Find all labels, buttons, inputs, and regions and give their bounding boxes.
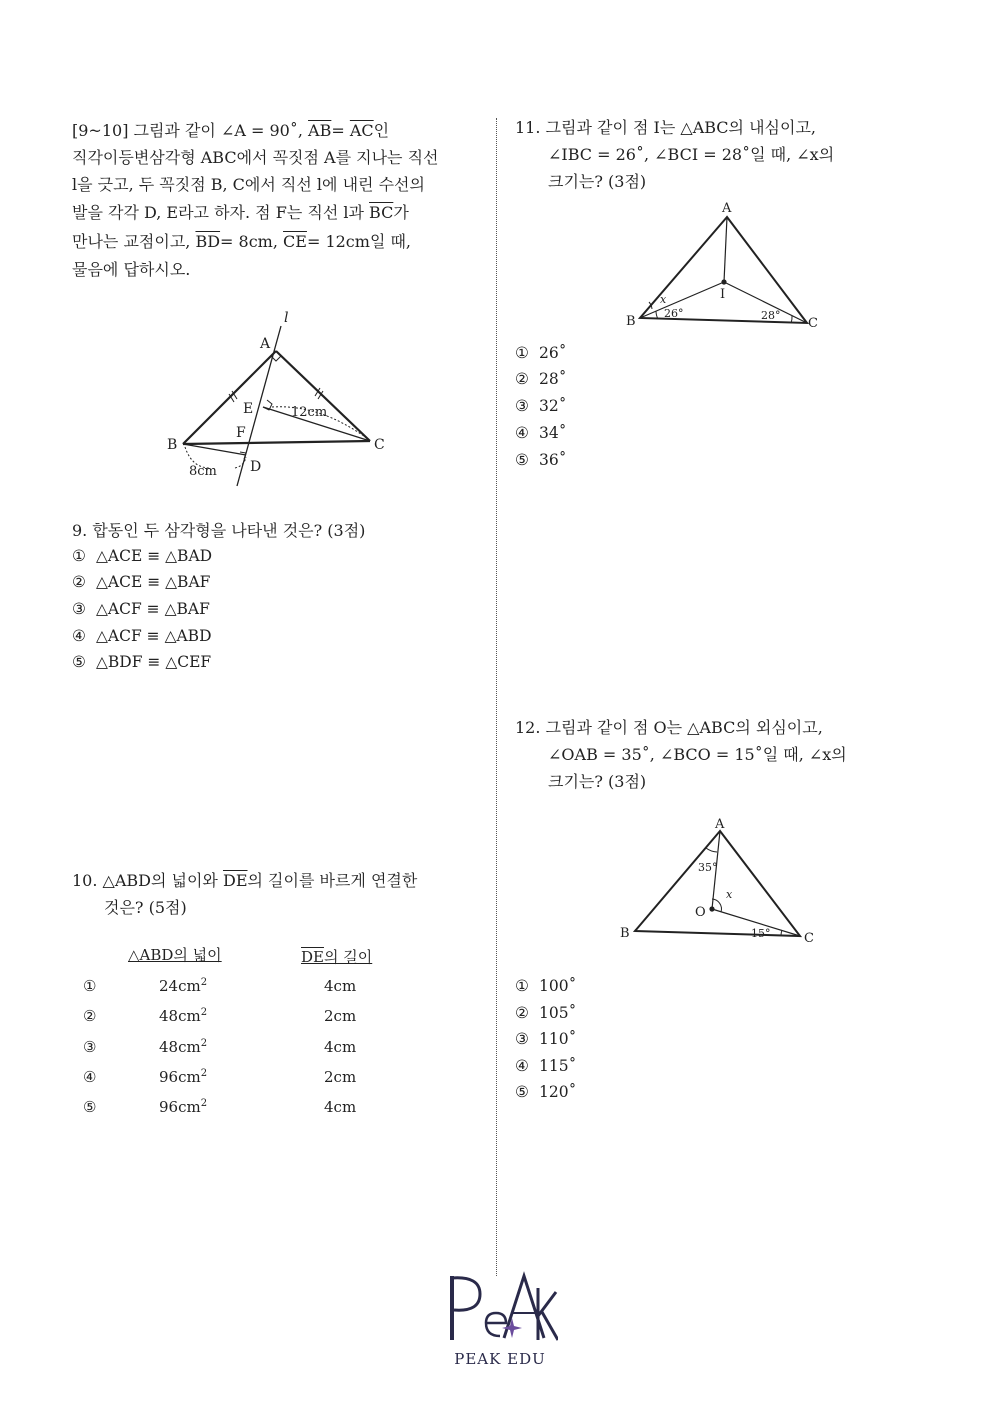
q11-choice-3[interactable]: [515, 397, 566, 415]
choice-number: ⑤: [515, 451, 529, 469]
q12-choice-1[interactable]: [515, 977, 576, 995]
figure-incenter-triangle: [620, 196, 830, 336]
choice-number: ①: [515, 977, 529, 995]
choice-number: ②: [515, 1004, 529, 1022]
length-value: 4cm: [324, 1038, 357, 1056]
choice-number: ③: [72, 600, 86, 618]
choice-text: 100˚: [539, 977, 577, 995]
intro-line-6: 물음에 답하시오.: [72, 260, 191, 279]
area-value: [159, 1007, 207, 1025]
intro-line-2: 직각이등변삼각형 ABC에서 꼭짓점 A를 지나는 직선: [72, 148, 439, 167]
choice-text: 105˚: [539, 1004, 577, 1022]
col-header-length: [301, 946, 372, 967]
label-angle-15: 15°: [751, 927, 771, 940]
q9-choice-3[interactable]: [72, 600, 210, 618]
area-text: 24cm: [159, 977, 201, 995]
choice-text: 120˚: [539, 1083, 577, 1101]
choice-text: 110˚: [539, 1030, 577, 1048]
area-value: [159, 977, 207, 995]
label-angle-26: 26°: [664, 307, 684, 320]
intro-line-4: [72, 199, 409, 226]
q12-choice-5[interactable]: [515, 1083, 576, 1101]
superscript: 2: [200, 1038, 208, 1049]
segment-bc: $\overline{BC}$: [369, 203, 394, 222]
choice-text: △ACE ≡ △BAD: [96, 547, 213, 565]
superscript: 2: [200, 1068, 208, 1079]
q12-line-2: ∠OAB = 35˚, ∠BCO = 15˚일 때, ∠x의: [548, 745, 847, 764]
q9-choice-2[interactable]: [72, 573, 210, 591]
choice-number: ③: [515, 1030, 529, 1048]
choice-number: ③: [83, 1038, 97, 1056]
choice-text: △BDF ≡ △CEF: [96, 653, 212, 671]
label-c: C: [374, 437, 385, 453]
area-text: 48cm: [159, 1007, 201, 1025]
choice-number: ⑤: [515, 1083, 529, 1101]
length-value: 2cm: [324, 1007, 357, 1025]
point-i: [721, 279, 726, 284]
label-f: F: [236, 425, 246, 441]
intro-text: [9~10] 그림과 같이 ∠A = 90˚,: [72, 121, 309, 140]
choice-number: ②: [72, 573, 86, 591]
figure-right-isosceles-triangle: [160, 308, 410, 490]
triangle-abc: [635, 831, 800, 936]
area-text: 96cm: [159, 1098, 201, 1116]
label-b: B: [167, 437, 178, 453]
label-b: B: [620, 926, 630, 941]
segment-ab: $\overline{AB}$: [308, 121, 332, 140]
q10-answer-table: [80, 944, 410, 1124]
q11-choice-2[interactable]: [515, 370, 566, 388]
choice-number: ①: [72, 547, 86, 565]
label-a: A: [260, 336, 271, 352]
q12-choice-2[interactable]: [515, 1004, 576, 1022]
choice-number: ④: [72, 627, 86, 645]
q12-line-1: 12. 그림과 같이 점 O는 △ABC의 외심이고,: [515, 718, 823, 737]
choice-text: 28˚: [539, 370, 567, 388]
choice-number: ④: [515, 1057, 529, 1075]
choice-number: ④: [515, 424, 529, 442]
intro-text: 가: [393, 203, 409, 222]
choice-text: 32˚: [539, 397, 567, 415]
choice-text: △ACF ≡ △ABD: [96, 627, 212, 645]
segment-ac: $\overline{AC}$: [349, 121, 374, 140]
label-i: I: [720, 287, 726, 302]
choice-text: △ACE ≡ △BAF: [96, 573, 211, 591]
side-ab: [183, 351, 276, 444]
q10-title-line-1: [72, 867, 417, 894]
q10-title-line-2: 것은? (5점): [104, 898, 187, 917]
q9-choice-4[interactable]: [72, 627, 212, 645]
label-e: E: [243, 401, 254, 417]
label-l: l: [284, 310, 289, 326]
q12-choice-4[interactable]: [515, 1057, 576, 1075]
intro-line-5: [72, 228, 411, 255]
col-header-area: △ABD의 넓이: [128, 946, 222, 964]
choice-number: ⑤: [83, 1098, 97, 1116]
choice-number: ⑤: [72, 653, 86, 671]
choice-number: ②: [515, 370, 529, 388]
col-header-text: 의 길이: [323, 948, 373, 966]
peak-logo: [442, 1268, 558, 1348]
perpendicular-bd: [183, 444, 246, 455]
label-c: C: [804, 931, 814, 946]
label-d: D: [250, 459, 262, 475]
area-value: [159, 1098, 207, 1116]
label-a: A: [715, 817, 725, 832]
area-value: [159, 1038, 207, 1056]
label-a: A: [722, 201, 732, 216]
q9-choice-5[interactable]: [72, 653, 211, 671]
arc-oab: [706, 848, 717, 852]
brand-name: PEAK EDU: [454, 1350, 546, 1368]
choice-text: △ACF ≡ △BAF: [96, 600, 210, 618]
superscript: 2: [200, 1098, 208, 1109]
q12-choice-3[interactable]: [515, 1030, 576, 1048]
segment-ai: [724, 217, 727, 282]
q11-choice-5[interactable]: [515, 451, 566, 469]
length-value: 4cm: [324, 977, 357, 995]
label-x: x: [726, 888, 733, 901]
label-c: C: [808, 316, 818, 331]
q11-line-3: 크기는? (3점): [548, 172, 647, 191]
intro-text: = 8cm,: [220, 232, 284, 251]
choice-number: ④: [83, 1068, 97, 1086]
area-value: [159, 1068, 207, 1086]
superscript: 2: [200, 977, 208, 988]
q10-text: 의 길이를 바르게 연결한: [247, 871, 418, 890]
segment-bd: $\overline{BD}$: [195, 232, 221, 251]
intro-text: = 12cm일 때,: [306, 232, 412, 251]
length-value: 4cm: [324, 1098, 357, 1116]
choice-text: 115˚: [539, 1057, 577, 1075]
choice-number: ②: [83, 1007, 97, 1025]
footer: [420, 1268, 580, 1378]
choice-text: 34˚: [539, 424, 567, 442]
choice-text: 36˚: [539, 451, 567, 469]
column-divider: [496, 118, 497, 1276]
side-bc: [183, 441, 370, 444]
segment-ce: $\overline{CE}$: [283, 232, 307, 251]
choice-number: ①: [515, 344, 529, 362]
segment-de: DE: [301, 948, 324, 966]
q11-choice-1[interactable]: [515, 344, 566, 362]
label-angle-28: 28°: [761, 309, 781, 322]
intro-text: =: [331, 121, 350, 140]
q12-line-3: 크기는? (3점): [548, 772, 647, 791]
intro-line-3: l을 긋고, 두 꼭짓점 B, C에서 직선 l에 내린 수선의: [72, 175, 425, 194]
q11-line-2: ∠IBC = 26˚, ∠BCI = 28˚일 때, ∠x의: [548, 145, 835, 164]
intro-text: 만나는 교점이고,: [72, 232, 196, 251]
choice-number: ③: [515, 397, 529, 415]
label-bd-length: 8cm: [189, 464, 217, 479]
choice-number: ①: [83, 977, 97, 995]
length-value: 2cm: [324, 1068, 357, 1086]
figure-circumcenter-triangle: [610, 814, 825, 949]
q11-line-1: 11. 그림과 같이 점 I는 △ABC의 내심이고,: [515, 118, 816, 137]
intro-text: 발을 각각 D, E라고 하자. 점 F는 직선 l과: [72, 203, 370, 222]
label-angle-35: 35°: [698, 861, 718, 874]
side-ac: [276, 351, 370, 441]
intro-line-1: [72, 117, 389, 144]
label-o: O: [695, 905, 706, 920]
point-o: [709, 906, 714, 911]
q10-text: 10. △ABD의 넓이와: [72, 871, 223, 890]
choice-text: 26˚: [539, 344, 567, 362]
superscript: 2: [200, 1007, 208, 1018]
area-text: 48cm: [159, 1038, 201, 1056]
label-ce-length: 12cm: [291, 405, 328, 420]
intro-text: 인: [373, 121, 390, 140]
area-text: 96cm: [159, 1068, 201, 1086]
q9-choice-1[interactable]: [72, 547, 212, 565]
label-b: B: [626, 314, 636, 329]
segment-de: $\overline{DE}$: [222, 871, 248, 890]
label-x: x: [660, 293, 667, 306]
q11-choice-4[interactable]: [515, 424, 566, 442]
q9-title: 9. 합동인 두 삼각형을 나타낸 것은? (3점): [72, 521, 366, 540]
